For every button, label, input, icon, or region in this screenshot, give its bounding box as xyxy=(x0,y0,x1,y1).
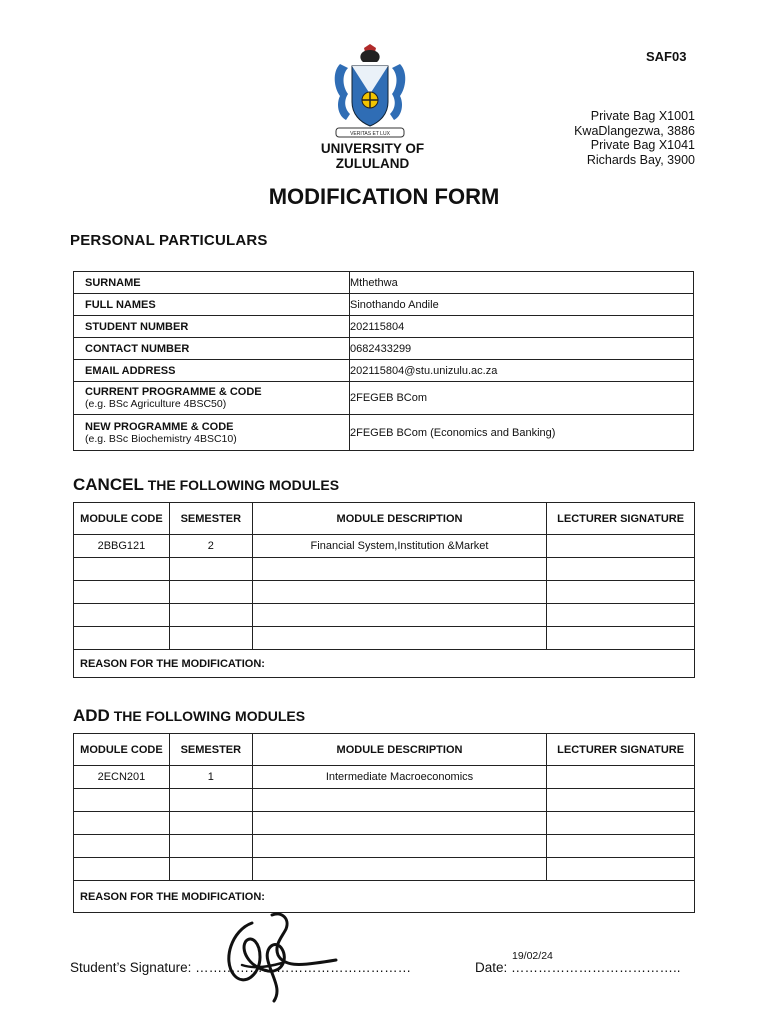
column-header: MODULE DESCRIPTION xyxy=(252,734,546,766)
svg-text:VERITAS ET LUX: VERITAS ET LUX xyxy=(350,131,390,137)
form-title: MODIFICATION FORM xyxy=(268,184,500,209)
cancel-modules-heading: CANCEL THE FOLLOWING MODULES xyxy=(73,475,340,494)
semester-cell[interactable] xyxy=(169,581,252,604)
field-label: CONTACT NUMBER xyxy=(74,338,350,360)
form-code: SAF03 xyxy=(646,49,687,64)
date-label: Date: ……………………………….. xyxy=(475,960,681,975)
lecturer-signature-cell[interactable] xyxy=(547,558,695,581)
column-header: LECTURER SIGNATURE xyxy=(547,503,695,535)
personal-particulars-table xyxy=(73,271,694,451)
table-row xyxy=(74,581,695,604)
module-code-cell[interactable] xyxy=(74,812,170,835)
add-modules-heading: ADD THE FOLLOWING MODULES xyxy=(73,706,306,725)
table-row xyxy=(74,789,695,812)
module-description-cell[interactable]: Financial System,Institution &Market xyxy=(252,535,546,558)
lecturer-signature-cell[interactable] xyxy=(547,766,695,789)
table-row xyxy=(74,835,695,858)
field-label: CURRENT PROGRAMME & CODE (e.g. BSc Agriculture 4BSC50) xyxy=(74,382,350,415)
module-code-cell[interactable] xyxy=(74,558,170,581)
semester-cell[interactable]: 1 xyxy=(169,766,252,789)
module-description-cell[interactable] xyxy=(252,581,546,604)
module-code-cell[interactable] xyxy=(74,789,170,812)
cancel-modules-table xyxy=(73,502,695,678)
reason-row xyxy=(74,881,695,913)
lecturer-signature-cell[interactable] xyxy=(547,858,695,881)
module-code-cell[interactable] xyxy=(74,604,170,627)
postal-address: Private Bag X1001 KwaDlangezwa, 3886 Private Bag X1041 Richards Bay, 3900 xyxy=(574,109,695,167)
surname-value[interactable]: Mthethwa xyxy=(350,272,694,294)
table-row xyxy=(74,558,695,581)
lecturer-signature-cell[interactable] xyxy=(547,604,695,627)
semester-cell[interactable] xyxy=(169,835,252,858)
column-header: MODULE CODE xyxy=(74,734,170,766)
full-names-row xyxy=(74,294,694,316)
module-description-cell[interactable]: Intermediate Macroeconomics xyxy=(252,766,546,789)
reason-field[interactable]: REASON FOR THE MODIFICATION: xyxy=(74,881,695,913)
field-label: SURNAME xyxy=(74,272,350,294)
student-signature-label: Student’s Signature: ………………………………………… xyxy=(70,960,412,975)
student-number-row xyxy=(74,316,694,338)
column-header: MODULE DESCRIPTION xyxy=(252,503,546,535)
lecturer-signature-cell[interactable] xyxy=(547,789,695,812)
module-description-cell[interactable] xyxy=(252,812,546,835)
module-description-cell[interactable] xyxy=(252,835,546,858)
module-description-cell[interactable] xyxy=(252,558,546,581)
semester-cell[interactable] xyxy=(169,604,252,627)
personal-particulars-heading: PERSONAL PARTICULARS xyxy=(70,232,268,249)
field-label: NEW PROGRAMME & CODE (e.g. BSc Biochemistry 4BSC10) xyxy=(74,415,350,451)
lecturer-signature-cell[interactable] xyxy=(547,812,695,835)
email-value[interactable]: 202115804@stu.unizulu.ac.za xyxy=(350,360,694,382)
module-code-cell[interactable]: 2ECN201 xyxy=(74,766,170,789)
semester-cell[interactable] xyxy=(169,558,252,581)
table-row xyxy=(74,535,695,558)
column-header: SEMESTER xyxy=(169,734,252,766)
semester-cell[interactable]: 2 xyxy=(169,535,252,558)
table-row xyxy=(74,627,695,650)
current-programme-value[interactable]: 2FEGEB BCom xyxy=(350,382,694,415)
module-code-cell[interactable]: 2BBG121 xyxy=(74,535,170,558)
lecturer-signature-cell[interactable] xyxy=(547,627,695,650)
module-description-cell[interactable] xyxy=(252,627,546,650)
module-code-cell[interactable] xyxy=(74,858,170,881)
date-value[interactable]: 19/02/24 xyxy=(512,950,553,962)
field-label: STUDENT NUMBER xyxy=(74,316,350,338)
column-header: MODULE CODE xyxy=(74,503,170,535)
add-modules-table xyxy=(73,733,695,913)
module-description-cell[interactable] xyxy=(252,604,546,627)
module-code-cell[interactable] xyxy=(74,581,170,604)
field-label: FULL NAMES xyxy=(74,294,350,316)
reason-field[interactable]: REASON FOR THE MODIFICATION: xyxy=(74,650,695,678)
contact-number-value[interactable]: 0682433299 xyxy=(350,338,694,360)
column-header: SEMESTER xyxy=(169,503,252,535)
field-label: EMAIL ADDRESS xyxy=(74,360,350,382)
student-number-value[interactable]: 202115804 xyxy=(350,316,694,338)
lecturer-signature-cell[interactable] xyxy=(547,835,695,858)
table-row xyxy=(74,812,695,835)
full-names-value[interactable]: Sinothando Andile xyxy=(350,294,694,316)
semester-cell[interactable] xyxy=(169,627,252,650)
new-programme-row xyxy=(74,415,694,451)
semester-cell[interactable] xyxy=(169,858,252,881)
semester-cell[interactable] xyxy=(169,812,252,835)
reason-row xyxy=(74,650,695,678)
field-hint: (e.g. BSc Agriculture 4BSC50) xyxy=(85,398,227,410)
university-crest xyxy=(330,44,410,142)
module-description-cell[interactable] xyxy=(252,858,546,881)
table-row xyxy=(74,766,695,789)
semester-cell[interactable] xyxy=(169,789,252,812)
module-description-cell[interactable] xyxy=(252,789,546,812)
field-hint: (e.g. BSc Biochemistry 4BSC10) xyxy=(85,432,237,445)
lecturer-signature-cell[interactable] xyxy=(547,535,695,558)
surname-row xyxy=(74,272,694,294)
lecturer-signature-cell[interactable] xyxy=(547,581,695,604)
table-header-row xyxy=(74,503,695,535)
current-programme-row xyxy=(74,382,694,415)
module-code-cell[interactable] xyxy=(74,835,170,858)
handwritten-signature xyxy=(212,905,342,1010)
column-header: LECTURER SIGNATURE xyxy=(547,734,695,766)
module-code-cell[interactable] xyxy=(74,627,170,650)
email-row xyxy=(74,360,694,382)
table-row xyxy=(74,858,695,881)
university-name: UNIVERSITY OF ZULULAND xyxy=(320,141,425,171)
table-row xyxy=(74,604,695,627)
new-programme-value[interactable]: 2FEGEB BCom (Economics and Banking) xyxy=(350,415,694,451)
table-header-row xyxy=(74,734,695,766)
contact-number-row xyxy=(74,338,694,360)
